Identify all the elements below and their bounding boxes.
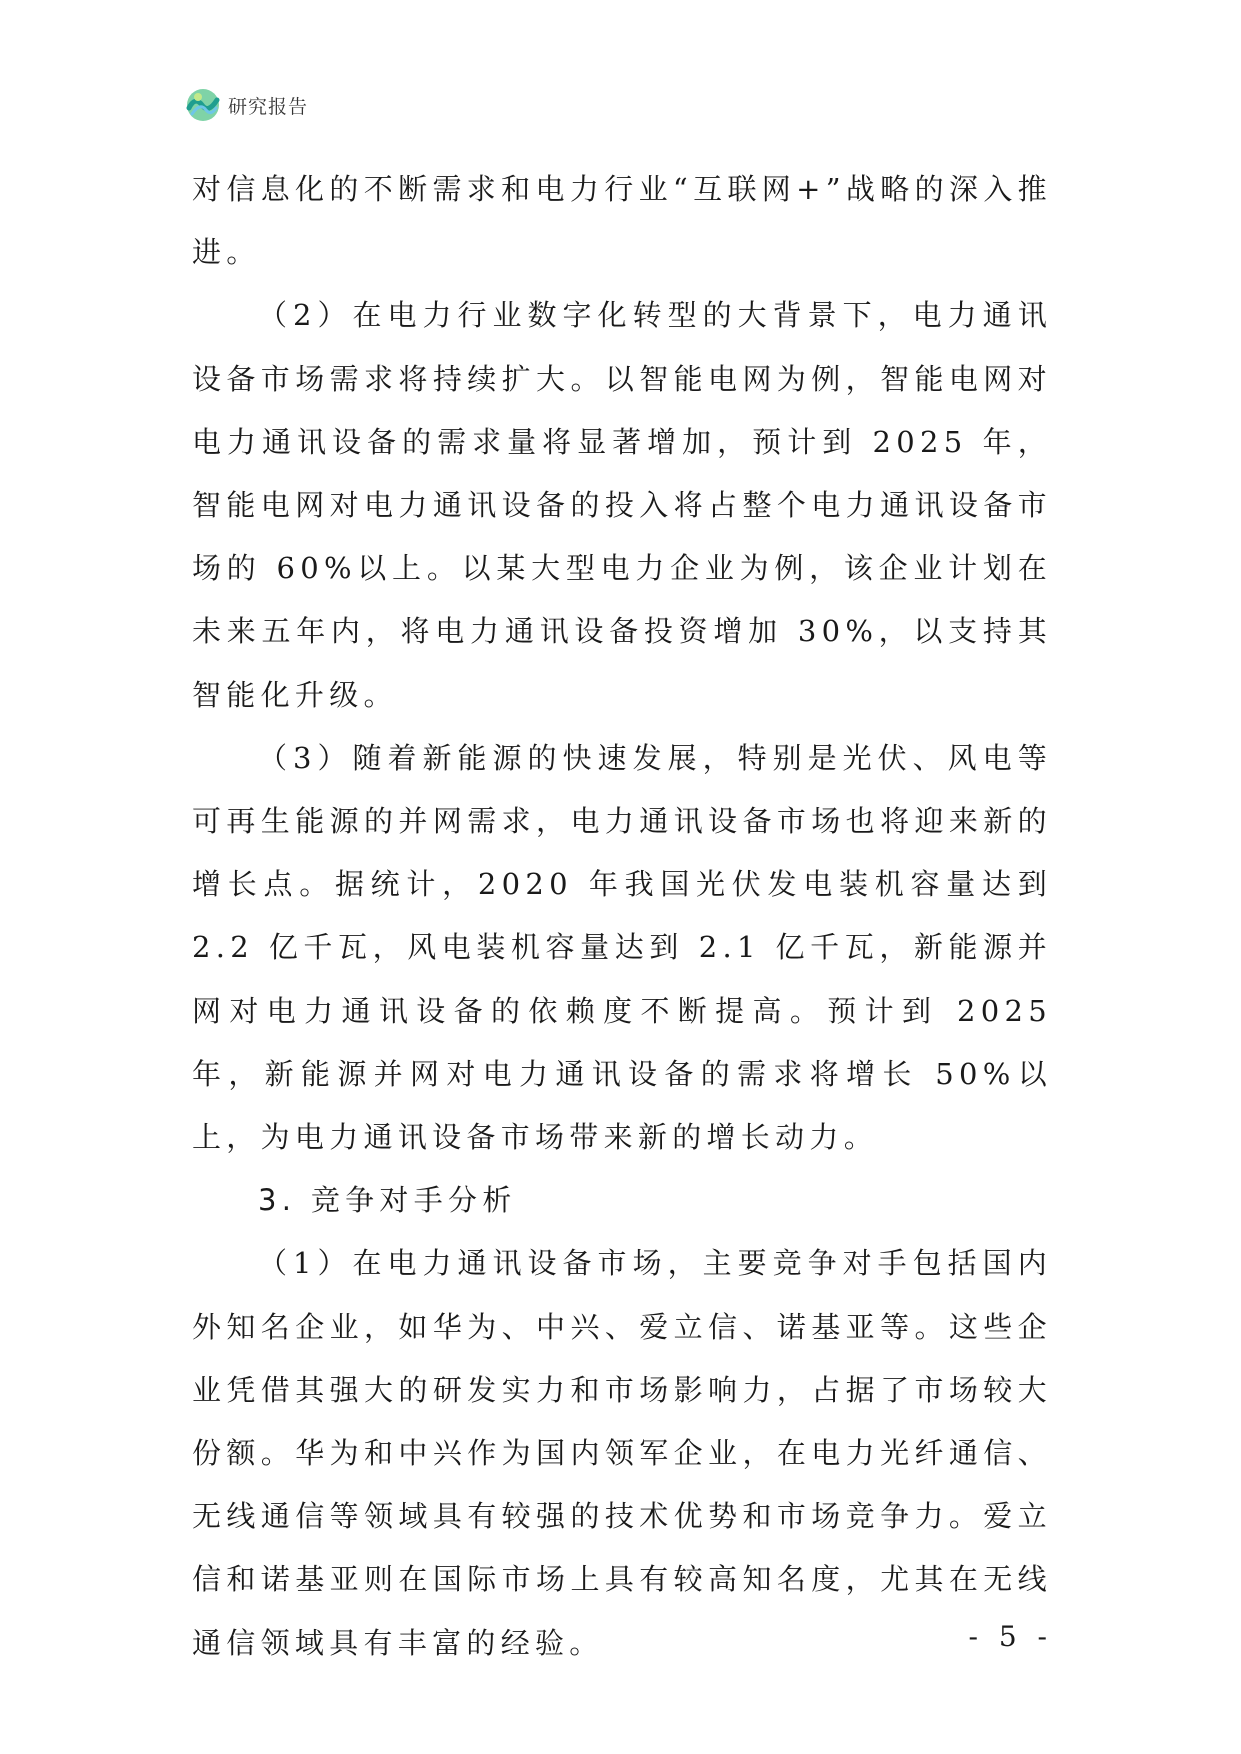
page-header [186,88,308,122]
section-heading-number: 3. [258,1183,297,1218]
paragraph-3: （3）随着新能源的快速发展，特别是光伏、风电等可再生能源的并网需求，电力通讯设备市场也将迎来新的增长点。据统计，2020 年我国光伏发电装机容量达到 2.2 亿千瓦，风电装机容量达到 2.1 亿千瓦，新能源并网对电力通讯设备的依赖度不断提高。预计到 2025 年，新能源并网对电力通讯设备的需求将增长 50%以上，为电力通讯设备市场带来新的增长动力。 [192,740,1052,1155]
paragraph-1: 对信息化的不断需求和电力行业“互联网+”战略的深入推进。 [192,172,1052,270]
page-number: - 5 - [968,1620,1053,1653]
logo-icon [186,88,220,122]
header-title: 研究报告 [228,95,309,118]
document-body [192,158,1052,1675]
paragraph-4: （1）在电力通讯设备市场，主要竞争对手包括国内外知名企业，如华为、中兴、爱立信、诺基亚等。这些企业凭借其强大的研发实力和市场影响力，占据了市场较大份额。华为和中兴作为国内领军企业，在电力光纤通信、无线通信等领域具有较强的技术优势和市场竞争力。爱立信和诺基亚则在国际市场上具有较高知名度，尤其在无线通信领域具有丰富的经验。 [192,1246,1052,1660]
paragraph-2: （2）在电力行业数字化转型的大背景下，电力通讯设备市场需求将持续扩大。以智能电网为例，智能电网对电力通讯设备的需求量将显著增加，预计到 2025 年，智能电网对电力通讯设备的投入将占整个电力通讯设备市场的 60%以上。以某大型电力企业为例，该企业计划在未来五年内，将电力通讯设备投资增加 30%，以支持其智能化升级。 [192,298,1052,712]
section-heading-text: 竞争对手分析 [310,1183,517,1218]
section-heading [192,1169,1052,1232]
